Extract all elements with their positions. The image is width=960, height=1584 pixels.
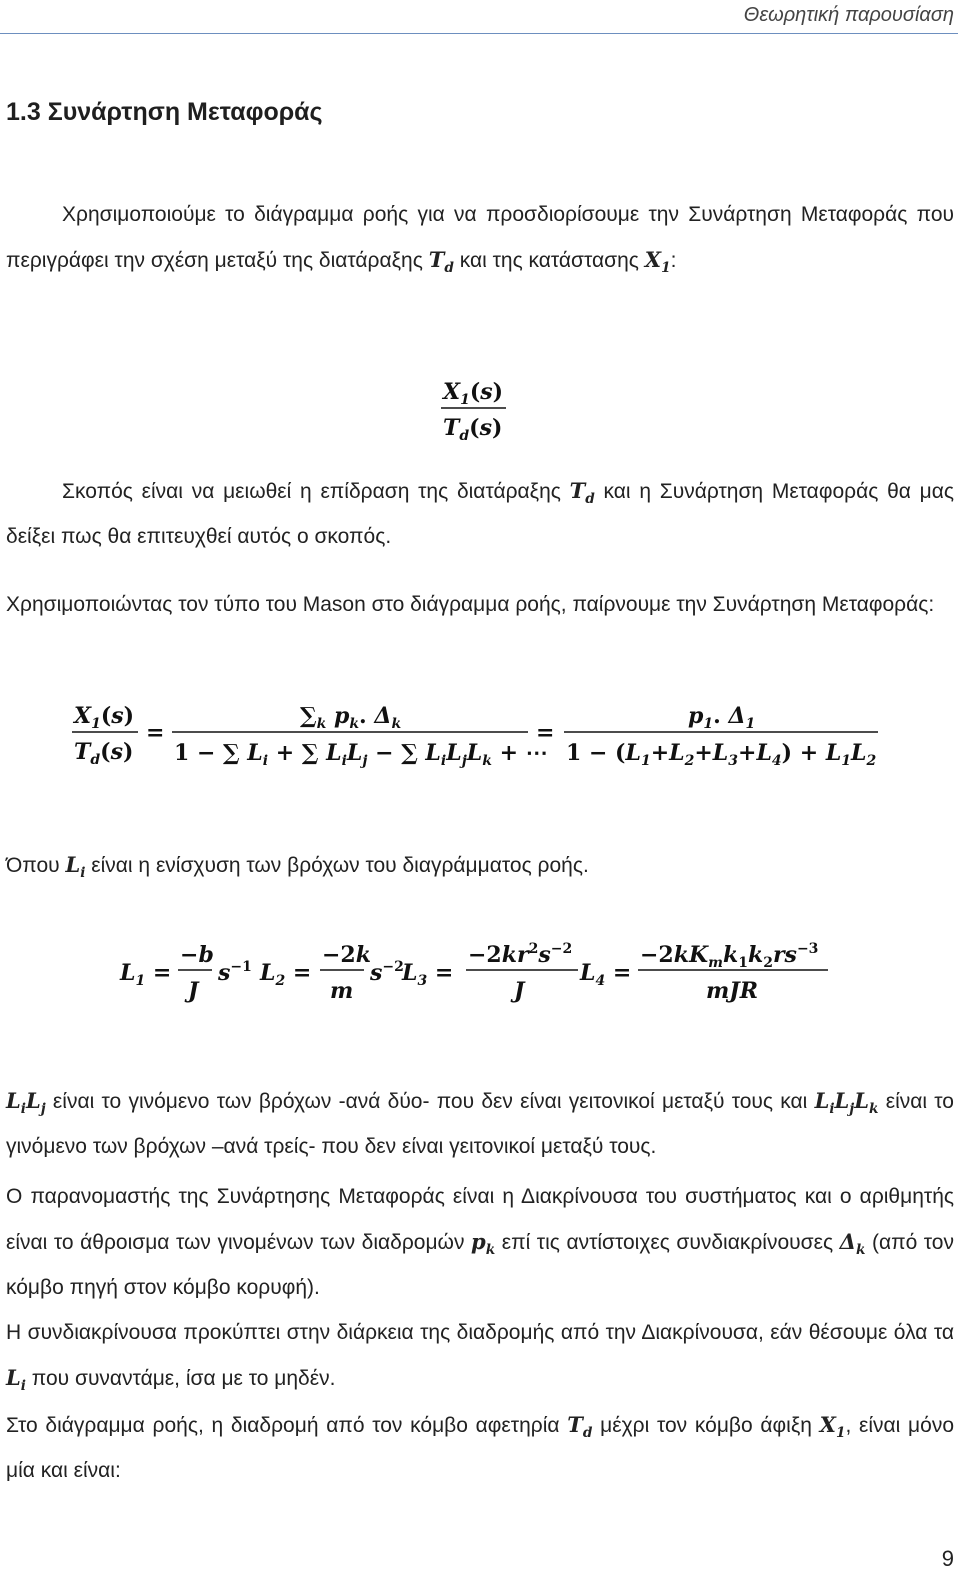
path-end: , είναι μόνο μία και είναι: [6,1414,955,1482]
svg-text:1 − (L1+L2+L3+L4) + L1L2: $1 - (L_1+L_2+L_3+L_4) + L_1L_2$ [566,740,877,769]
paragraph-where [6,842,954,888]
symbol-li: $L_i$ [6,1365,26,1395]
svg-text:L3 =: $L_3$ = [402,960,454,989]
running-header: Θεωρητική παρουσίαση [743,4,954,26]
symbol-td: $T_d$ [567,1412,593,1442]
svg-text:=: = [146,720,165,746]
denominator-text: Ο παρανομαστής της Συνάρτησης Μεταφοράς είναι η Διακρίνουσα του συστήματος και ο αριθμητής είναι το άθροισμα των γινομένων των διαδρομών [6,1185,954,1254]
svg-text:−2kKmk1k2rs−3: $-2kK_mk_1k_2rs^{-3}$ [640,941,819,971]
svg-text:L4 =: $L_4$ = [580,960,632,989]
symbol-pk: $p_k$ [471,1229,496,1259]
symbol-dk: $\Delta_k$ [839,1229,866,1259]
loop-pairs-text: είναι το γινόμενο των βρόχων -ανά δύο- που δεν είναι γειτονικοί μεταξύ τους και [52,1090,808,1113]
purpose-rest: και η Συνάρτηση Μεταφοράς θα μας δείξει πως θα επιτευχθεί αυτός ο σκοπός. [6,480,954,548]
svg-text:L2 =: $L_2$ = [260,960,312,989]
svg-text:J: J [188,978,199,1004]
source-sink-text: (από τον κόμβο πηγή στον κόμβο κορυφή). [6,1231,954,1299]
purpose-text: Σκοπός είναι να μειωθεί η επίδραση της διατάραξης [62,480,561,503]
svg-text:J: J [514,978,525,1004]
cofactor-text: επί τις αντίστοιχες συνδιακρίνουσες [501,1231,834,1254]
svg-text:−2k: −2k [322,942,371,968]
eq1-numerator: $X_1(s)$ [443,379,504,408]
paragraph-path [6,1402,954,1493]
paragraph-cofactor [6,1310,954,1401]
svg-text:∑k pk. Δk: $\sum_k$ $p_k$. $\Delta_k$ [300,703,402,732]
svg-text:−2kr2s−2: $-2kr^2s^{-2}$ [468,941,573,968]
cofactor-rule-text: Η συνδιακρίνουσα προκύπτει στην διάρκεια της διαδρομής από την Διακρίνουσα, εάν θέσουμε όλα τα [6,1321,954,1344]
paragraph-loop-products: $L_iL_j$ είναι το γινόμενο των βρόχων -ανά δύο- που δεν είναι γειτονικοί μεταξύ τους και $L_iL_jL_k$ είναι το γινόμενο των βρόχων –ανά τρείς- που δεν είναι γειτονικοί μεταξύ τους. [6,1088,954,1158]
intro-text: Χρησιμοποιούμε το διάγραμμα ροής για να προσδιορίσουμε την Συνάρτηση Μεταφοράς που περιγράφει την σχέση μεταξύ της διατάραξης [6,203,954,272]
symbol-td: $T_d$ [428,247,454,277]
where-pre: Όπου [6,854,60,877]
symbol-li: $L_i$ [65,852,86,882]
paragraph-purpose [6,468,954,559]
loop-triples-text: είναι το γινόμενο των βρόχων –ανά τρείς- που δεν είναι γειτονικοί μεταξύ τους. [6,1090,954,1158]
svg-text:L1 =: $L_1$ = [120,960,172,989]
svg-text:−b: −b [180,942,214,968]
section-title: 1.3 Συνάρτηση Μεταφοράς [6,98,323,126]
svg-text:X1(s): $X_1(s)$ [74,703,135,732]
intro-end: : [670,249,677,272]
path-text: Στο διάγραμμα ροής, η διαδρομή από τον κόμβο αφετηρία [6,1414,560,1437]
transfer-ratio-equation [0,372,960,444]
svg-text:mJR: mJR [706,978,758,1004]
loop-gains-equation [0,932,960,1012]
svg-text:m: m [330,978,354,1004]
cofactor-rule-end: που συναντάμε, ίσα με το μηδέν. [31,1367,336,1390]
paragraph-intro [6,192,954,283]
symbol-x1: $X_1$ [644,247,671,277]
svg-text:1 − ∑ Li + ∑ LiLj − ∑ LiLjLk: 1 − ∑ $L_i$ + ∑ $L_iL_j$ − ∑ $L_iL_jL_k$ + ⋯ [174,740,548,769]
paragraph-mason: Χρησιμοποιώντας τον τύπο του Mason στο διάγραμμα ροής, παίρνουμε την Συνάρτηση Μεταφοράς: [6,593,935,616]
svg-text:s−2: $s^{-2}$ [370,959,404,986]
paragraph-denominator [6,1174,954,1310]
svg-text:=: = [536,720,555,746]
intro-mid: και της κατάστασης [459,249,639,272]
symbol-x1: $X_1$ [819,1412,846,1442]
where-post: είναι η ενίσχυση των βρόχων του διαγράμματος ροής. [91,854,589,877]
svg-text:p1. Δ1: $p_1$. $\Delta_1$ [688,703,756,732]
path-mid: μέχρι τον κόμβο άφιξη [600,1414,812,1437]
symbol-td: $T_d$ [569,478,595,508]
svg-text:s−1: $s^{-1}$ [218,959,252,986]
svg-text:Td(s): $T_d(s)$ [74,739,134,768]
eq1-denominator: $T_d(s)$ [443,415,503,444]
mason-formula-equation [0,690,960,780]
page-number: 9 [941,1546,954,1571]
header-rule [0,33,958,34]
